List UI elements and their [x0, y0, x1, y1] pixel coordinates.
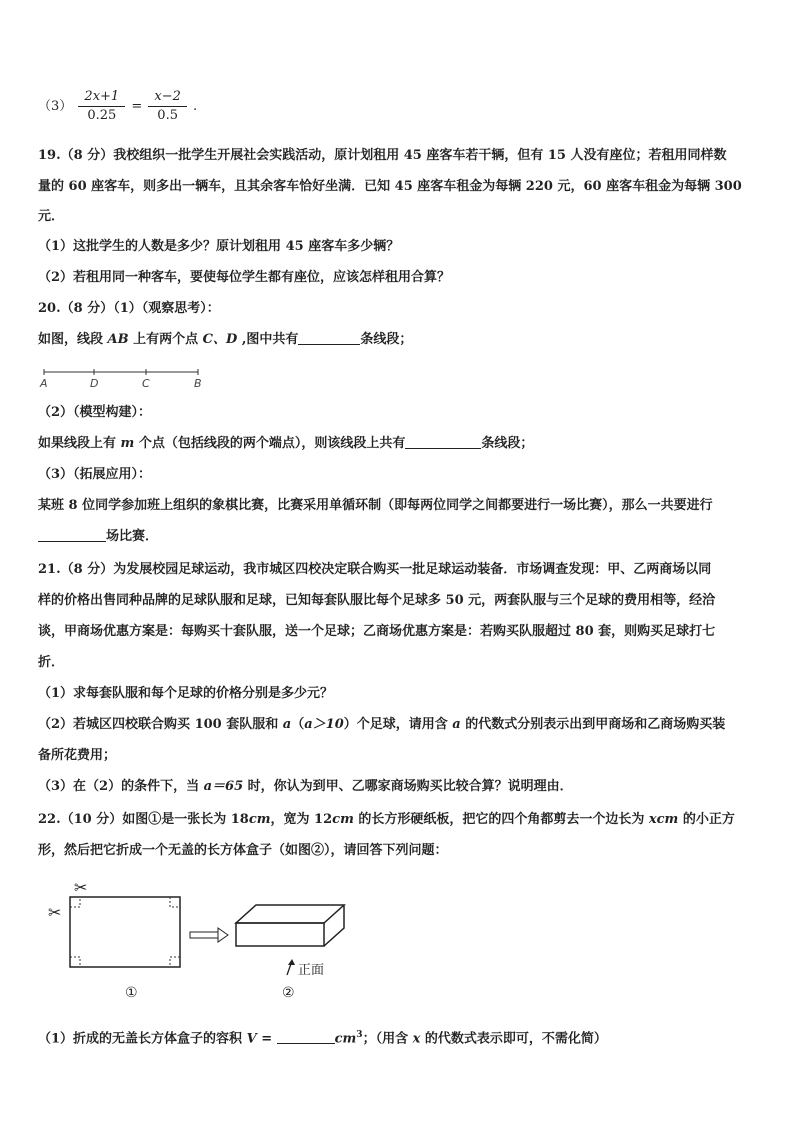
- figure-2-label: ②: [282, 985, 295, 1001]
- box-figure: [40, 875, 360, 1005]
- text: （3）在（2）的条件下，当: [38, 779, 204, 794]
- q20-head: 20.（8 分）（1）（观察思考）：: [38, 301, 220, 316]
- text: 22.（10 分）如图①是一张长为 18: [38, 812, 249, 827]
- q20-p2: [38, 435, 533, 453]
- scissors-icon: ✂: [74, 878, 88, 897]
- exponent: 3: [356, 1030, 363, 1040]
- label-d: D: [90, 377, 99, 390]
- text: 的小正方: [678, 812, 735, 827]
- q19-line2: 量的 60 座客车，则多出一辆车，且其余客车恰好坐满．已知 45 座客车租金为每辆 220 元，60 座客车租金为每辆 300: [38, 179, 742, 194]
- var-a: a: [282, 717, 292, 732]
- rhs-fraction: [148, 88, 187, 125]
- condition: a＝65: [203, 779, 244, 794]
- open-box: [236, 905, 344, 946]
- q21-line4: 折．: [38, 655, 65, 670]
- answer-blank: [38, 528, 106, 542]
- text: 上有两个点: [128, 332, 203, 347]
- lhs-denominator: 0.25: [87, 108, 117, 123]
- q21-sub2-line2: 备所花费用；: [38, 748, 117, 763]
- equals-sign: =: [131, 99, 143, 114]
- equation-period: .: [193, 99, 198, 114]
- text: 条线段；: [360, 332, 413, 347]
- rhs-numerator: x−2: [148, 88, 187, 107]
- text: ,图中共有: [237, 332, 299, 347]
- q18-equation: [38, 88, 197, 126]
- arrow-icon: [190, 928, 228, 942]
- text: （2）若城区四校联合购买 100 套队服和: [38, 717, 283, 732]
- segment-diagram: [36, 362, 216, 390]
- front-arrow-head: [288, 959, 295, 965]
- text: （: [291, 717, 305, 732]
- front-label: 正面: [298, 963, 325, 978]
- var-x: x: [412, 1031, 421, 1047]
- condition: a＞10: [304, 717, 344, 732]
- text: 条线段；: [481, 436, 534, 451]
- var-a: a: [452, 717, 461, 732]
- q21-line1: 21.（8 分）为发展校园足球运动，我市城区四校决定联合购买一批足球运动装备．市场调查发现：甲、乙两商场以同: [38, 562, 712, 577]
- var-v: V: [246, 1031, 257, 1047]
- q21-sub2: [38, 716, 725, 734]
- figure-1-label: ①: [125, 985, 138, 1001]
- text: 如图，线段: [38, 332, 108, 347]
- q19-line3: 元．: [38, 209, 65, 224]
- q18-sub-label: （3）: [38, 99, 73, 114]
- text: 时，你认为到甲、乙哪家商场购买比较合算？说明理由．: [243, 779, 573, 794]
- text: 个点（包括线段的两个端点），则该线段上共有: [134, 436, 406, 451]
- q19-sub1: （1）这批学生的人数是多少？原计划租用 45 座客车多少辆？: [38, 239, 400, 254]
- cardboard-sheet: [70, 897, 180, 967]
- text: （1）折成的无盖长方体盒子的容积: [38, 1031, 247, 1047]
- lhs-numerator: 2x+1: [78, 88, 125, 107]
- rhs-denominator: 0.5: [157, 108, 178, 123]
- answer-blank: [277, 1030, 335, 1044]
- q22-line1: [38, 811, 735, 829]
- text: 的代数式表示即可，不需化简）: [420, 1031, 607, 1047]
- text: 如果线段上有: [38, 436, 121, 451]
- q20-p3-end: [38, 528, 158, 546]
- text: =: [256, 1031, 277, 1047]
- label-c: C: [142, 377, 150, 390]
- text: ）个足球，请用含: [343, 717, 453, 732]
- text: 的长方形硬纸板，把它的四个角都剪去一个边长为: [353, 812, 649, 827]
- corner-cut-marks: [70, 897, 180, 967]
- scissors-icon: ✂: [48, 903, 62, 922]
- q20-sub2: （2）（模型构建）：: [38, 405, 152, 420]
- text: 场比赛．: [106, 529, 159, 544]
- q21-line2: 样的价格出售同种品牌的足球队服和足球，已知每套队服比每个足球多 50 元，两套队服与三个足球的费用相等，经洽: [38, 593, 716, 608]
- label-b: B: [194, 377, 202, 390]
- text: ，宽为 12: [270, 812, 333, 827]
- var-m: m: [120, 436, 135, 451]
- q22-line2: 形，然后把它折成一个无盖的长方体盒子（如图②），请回答下列问题：: [38, 843, 448, 858]
- q20-p1: [38, 331, 412, 349]
- q19-line1: 19.（8 分）我校组织一批学生开展社会实践活动，原计划租用 45 座客车若干辆，但有 15 人没有座位；若租用同样数: [38, 148, 727, 163]
- lhs-fraction: [78, 88, 125, 125]
- segment-ab: AB: [107, 332, 129, 347]
- unit-cm: cm: [248, 812, 271, 827]
- q19-sub2: （2）若租用同一种客车，要使每位学生都有座位，应该怎样租用合算？: [38, 270, 451, 285]
- text: 的代数式分别表示出到甲商场和乙商场购买装: [460, 717, 726, 732]
- points-cd: C、D: [202, 332, 238, 347]
- unit-cm: cm: [334, 1031, 357, 1047]
- q21-sub3: [38, 778, 573, 796]
- q21-line3: 谈，甲商场优惠方案是：每购买十套队服，送一个足球；乙商场优惠方案是：若购买队服超过 80 套，则购买足球打七: [38, 624, 716, 639]
- var-xcm: xcm: [648, 812, 679, 827]
- q22-sub1: [38, 1026, 607, 1048]
- answer-blank: [405, 435, 481, 449]
- text: ；（用含: [362, 1031, 413, 1047]
- unit-cm: cm: [332, 812, 354, 827]
- q21-sub1: （1）求每套队服和每个足球的价格分别是多少元？: [38, 686, 334, 701]
- answer-blank: [298, 331, 360, 345]
- label-a: A: [40, 377, 48, 390]
- q20-sub3: （3）（拓展应用）：: [38, 467, 152, 482]
- q20-p3: 某班 8 位同学参加班上组织的象棋比赛，比赛采用单循环制（即每两位同学之间都要进行一场比赛），那么一共要进行: [38, 498, 713, 513]
